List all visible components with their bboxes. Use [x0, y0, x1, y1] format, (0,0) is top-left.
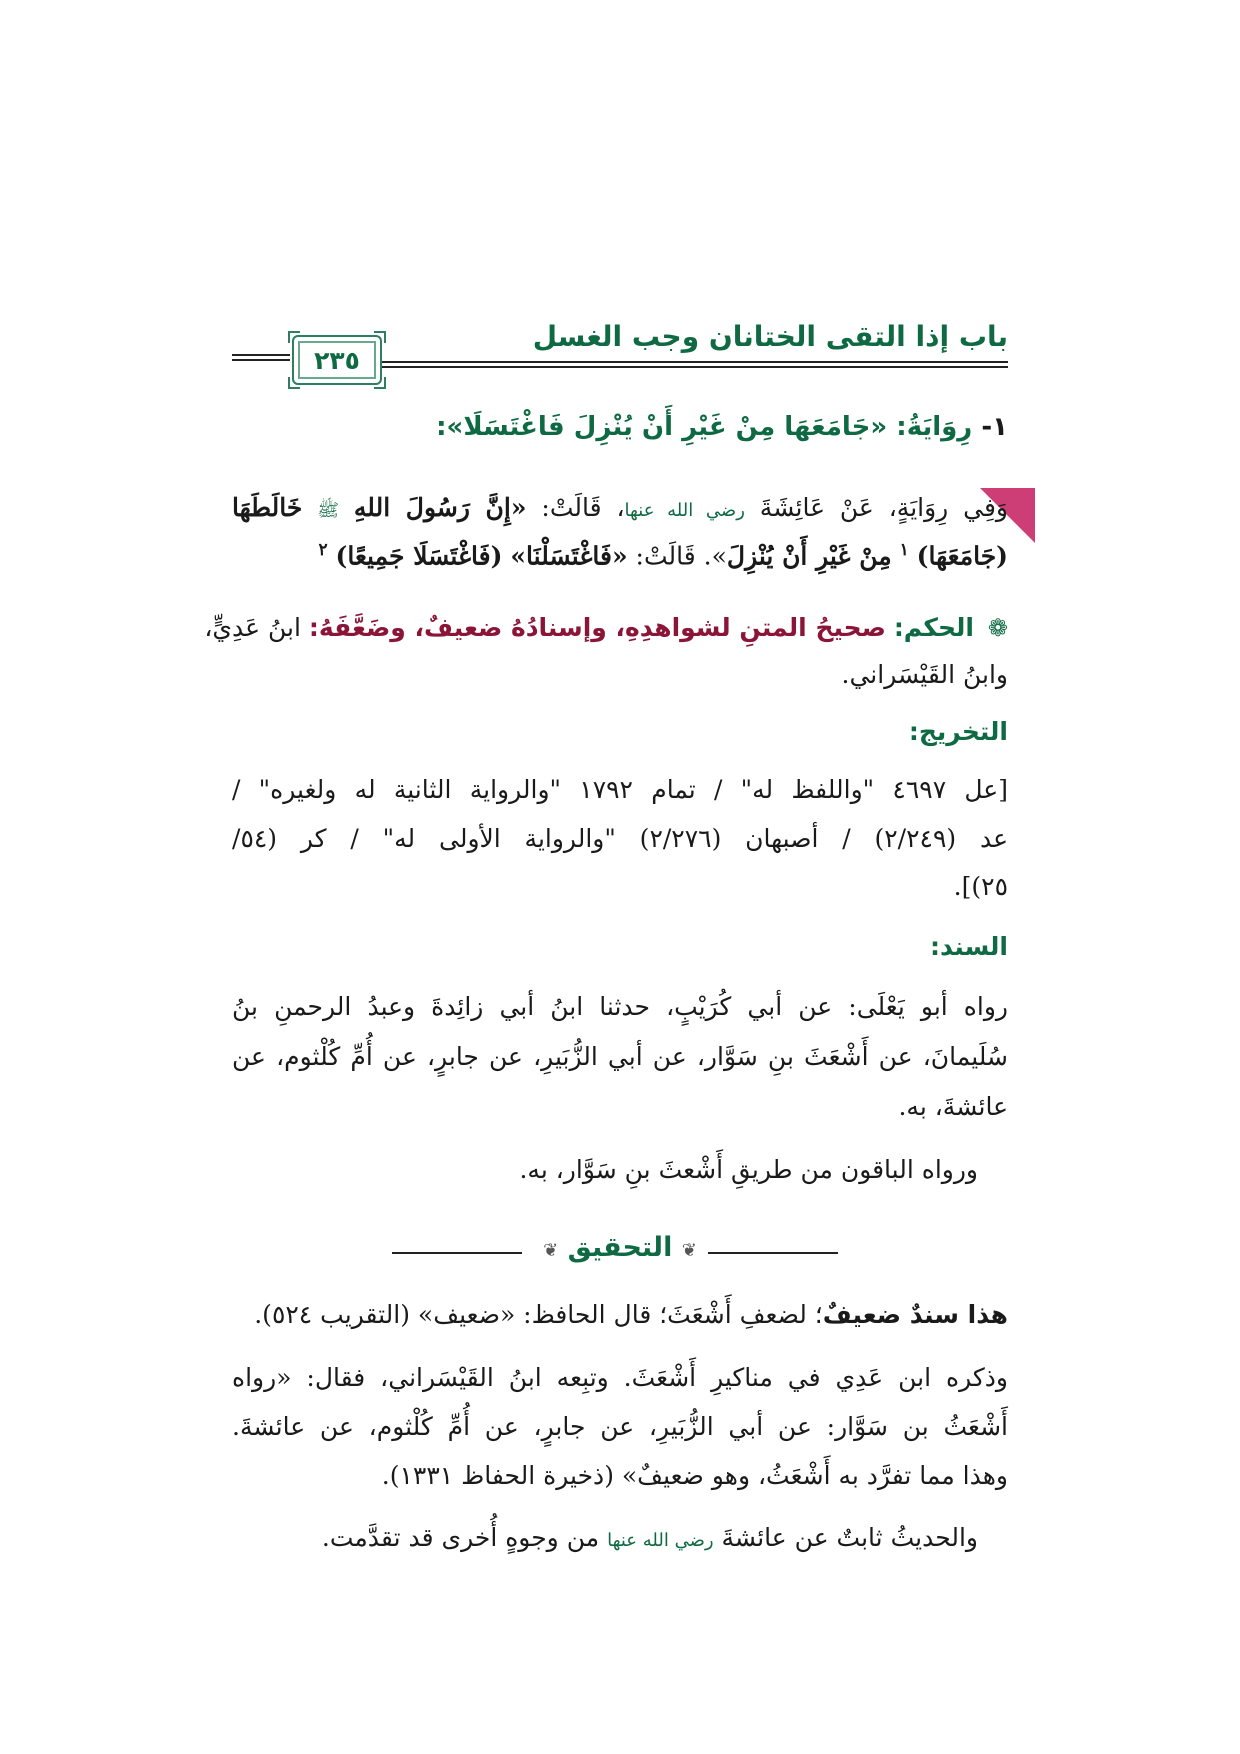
hadith-quote: خَالَطَهَا	[232, 493, 303, 522]
footnote-marker: ١	[899, 540, 909, 560]
tahqiq-line-4: وهذا مما تفرَّد به أَشْعَثُ، وهو ضعيفٌ» (ذخيرة الحفاظ ١٣٣١).	[381, 1461, 1008, 1490]
ruling-label: الحكم:	[893, 613, 974, 642]
footnote-marker: ٢	[318, 540, 328, 560]
honorific-aisha: رضي الله عنها	[624, 500, 745, 521]
tahqiq-verdict: هذا سندٌ ضعيفٌ	[822, 1300, 1008, 1329]
header-rule-left-top	[232, 354, 290, 356]
badge-ornament-icon	[288, 377, 300, 389]
header-rule-left-bottom	[232, 359, 290, 361]
tahqiq-divider	[0, 1232, 1240, 1272]
hadith-text: ». قَالَتْ:	[635, 541, 727, 571]
takhrij-heading: التخريج:	[908, 717, 1008, 746]
ornament-icon: ❦	[543, 1240, 559, 1261]
sanad-line-1: رواه أبو يَعْلَى: عن أبي كُرَيْبٍ، حدثنا ابنُ أبي زائِدةَ وعبدُ الرحمنِ بنُ	[232, 992, 1008, 1021]
section-heading-quote: «جَامَعَهَا مِنْ غَيْرِ أَنْ يُنْزِلَ فَاغْتَسَلَا»:	[436, 412, 888, 442]
sanad-heading: السند:	[929, 932, 1008, 961]
chapter-title: باب إذا التقى الختانان وجب الغسل	[532, 320, 1008, 353]
ruling-line-2: وابنُ القَيْسَراني.	[841, 660, 1008, 689]
header-rule-right-top	[380, 361, 1008, 363]
badge-ornament-icon	[374, 377, 386, 389]
tahqiq-text: ؛ لضعفِ أَشْعَثَ؛ قال الحافظ: «ضعيف» (التقريب ٥٢٤).	[254, 1300, 823, 1329]
ruling-line-1	[204, 613, 1008, 642]
page-number: ٢٣٥	[314, 345, 360, 375]
sanad-line-2: سُلَيمانَ، عن أَشْعَثَ بنِ سَوَّار، عن أبي الزُّبَيرِ، عن جابرٍ، عن أُمِّ كُلْثوم، عن	[232, 1042, 1008, 1071]
tahqiq-line-1	[254, 1300, 1008, 1329]
page-number-badge	[292, 335, 382, 385]
hadith-text: وَفِي رِوَايَةٍ، عَنْ عَائِشَةَ	[759, 493, 1009, 522]
hadith-variant: (فَاغْتَسَلَا جَمِيعًا)	[335, 541, 503, 571]
tahqiq-line-3: أَشْعَثُ بن سَوَّار: عن أبي الزُّبَيرِ، عن جابرٍ، عن أُمِّ كُلْثوم، عن عائشةَ.	[232, 1412, 1008, 1441]
tahqiq-text: من وجوهٍ أُخرى قد تقدَّمت.	[321, 1523, 600, 1552]
tahqiq-line-5	[322, 1523, 978, 1552]
tahqiq-text: والحديثُ ثابتٌ عن عائشةَ	[721, 1523, 978, 1552]
badge-ornament-icon	[288, 331, 300, 343]
hadith-quote: مِنْ غَيْرِ أَنْ يُنْزِلَ	[726, 541, 892, 571]
badge-ornament-icon	[374, 331, 386, 343]
ruling-verdict: صحيحُ المتنِ لشواهدِهِ، وإسنادُهُ ضعيفٌ، وضَعَّفَهُ:	[308, 613, 886, 642]
hadith-quote: «إِنَّ رَسُولَ اللهِ	[353, 493, 527, 522]
section-number: ١-	[981, 412, 1008, 442]
sanad-line-3: عائشةَ، به.	[898, 1092, 1008, 1121]
ornament-icon: ❦	[681, 1240, 697, 1261]
flower-icon: ❁	[987, 614, 1008, 642]
hadith-line-2	[318, 540, 1008, 570]
takhrij-line-3: ٢٥)].	[953, 872, 1008, 901]
takhrij-line-1: [عل ٤٦٩٧ "واللفظ له" / تمام ١٧٩٢ "والرواية الثانية له ولغيره" /	[232, 775, 1008, 804]
hadith-line-1	[232, 493, 1008, 525]
sanad-line-4: ورواه الباقون من طريقِ أَشْعثَ بنِ سَوَّار، به.	[519, 1155, 978, 1184]
hadith-text: ، قَالَتْ:	[541, 493, 625, 522]
hadith-quote: «فَاغْتَسَلْنَا»	[510, 541, 628, 571]
honorific-prophet: ﷺ	[317, 500, 339, 521]
takhrij-line-2: عد (٢/٢٤٩) / أصبهان (٢/٢٧٦) "والرواية الأولى له" / كر (٥٤/	[232, 824, 1008, 853]
honorific-aisha: رضي الله عنها	[607, 1530, 714, 1551]
tahqiq-heading: التحقيق	[567, 1232, 673, 1263]
header-rule-right-bottom	[380, 366, 1008, 368]
tahqiq-line-2: وذكره ابن عَدِي في مناكيرِ أَشْعَثَ. وتبِعه ابنُ القَيْسَراني، فقال: «رواه	[232, 1363, 1008, 1392]
ruling-text: ابنُ عَدِيٍّ،	[204, 613, 301, 642]
hadith-variant: (جَامَعَهَا)	[916, 541, 1008, 571]
section-heading-word: رِوَايَةُ:	[896, 412, 973, 442]
section-heading	[436, 412, 1008, 442]
